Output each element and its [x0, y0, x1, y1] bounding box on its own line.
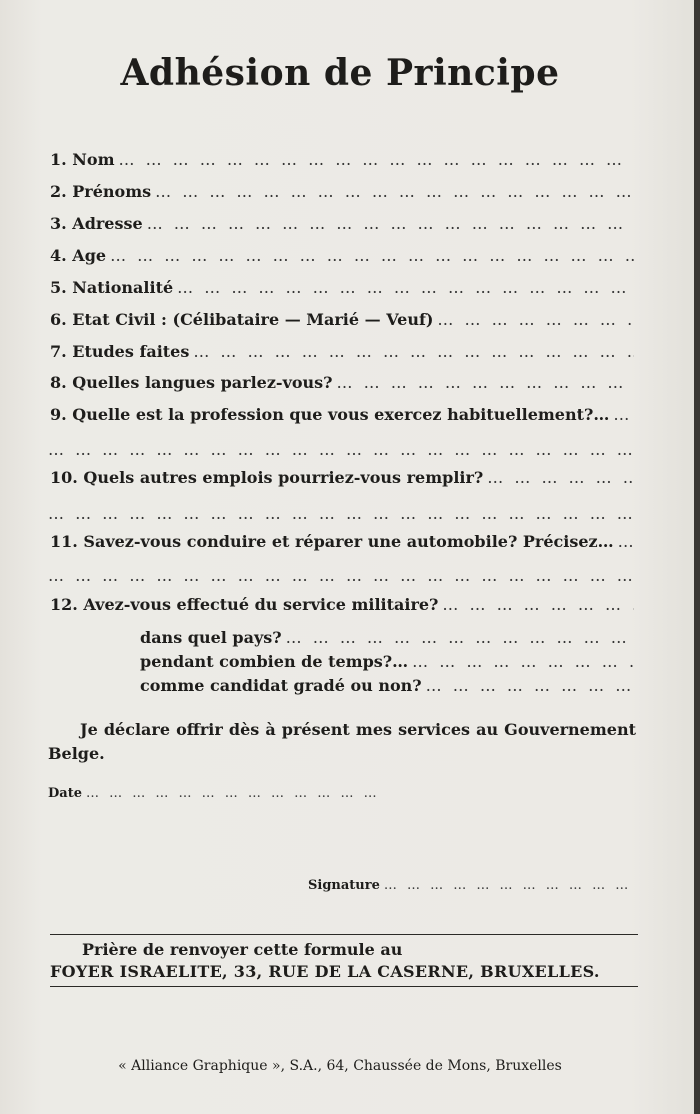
dotted-fill [487, 468, 634, 487]
divider-bottom [50, 986, 638, 987]
field-nationalite[interactable] [50, 278, 634, 302]
dotted-fill [155, 182, 634, 201]
field-langues[interactable] [50, 373, 634, 397]
dotted-fill [147, 214, 634, 233]
signature-label: Signature [308, 878, 380, 893]
dotted-fill [86, 786, 388, 808]
field-label: 12. Avez-vous effectué du service militaire? [50, 595, 439, 614]
field-military-country[interactable] [140, 628, 634, 652]
dotted-fill [618, 532, 634, 551]
dotted-fill [613, 405, 634, 424]
divider-top [50, 934, 638, 935]
page-edge-shadow [694, 0, 700, 1114]
field-automobile[interactable] [50, 532, 634, 556]
dotted-fill [119, 150, 635, 169]
return-instruction: Prière de renvoyer cette formule au [82, 940, 403, 959]
dotted-fill [412, 652, 634, 671]
field-label: pendant combien de temps?… [140, 652, 409, 671]
field-nom[interactable] [50, 150, 634, 174]
field-label: 2. Prénoms [50, 182, 152, 201]
field-label: 5. Nationalité [50, 278, 174, 297]
field-label: 11. Savez-vous conduire et réparer une automobile? Précisez… [50, 532, 614, 551]
field-adresse[interactable] [50, 214, 634, 238]
dotted-fill [110, 246, 634, 265]
field-label: 10. Quels autres emplois pourriez-vous remplir? [50, 468, 484, 487]
field-label: 8. Quelles langues parlez-vous? [50, 373, 333, 392]
field-label: comme candidat gradé ou non? [140, 676, 422, 695]
field-prenoms[interactable] [50, 182, 634, 206]
dotted-fill [193, 342, 634, 361]
form-title: Adhésion de Principe [120, 52, 560, 94]
field-label: dans quel pays? [140, 628, 282, 647]
field-label: 3. Adresse [50, 214, 143, 233]
field-autres-emplois[interactable] [50, 468, 634, 492]
emplois-continuation-line[interactable] [48, 504, 634, 524]
dotted-fill [426, 676, 634, 695]
return-address: FOYER ISRAELITE, 33, RUE DE LA CASERNE, BRUXELLES. [50, 962, 600, 981]
field-label: 7. Etudes faites [50, 342, 190, 361]
field-age[interactable] [50, 246, 634, 270]
dotted-fill [286, 628, 634, 647]
field-etudes[interactable] [50, 342, 634, 366]
dotted-fill [337, 373, 634, 392]
profession-continuation-line[interactable] [48, 440, 634, 460]
field-military-rank[interactable] [140, 676, 634, 700]
field-profession[interactable] [50, 405, 634, 429]
signature-field[interactable] [308, 878, 636, 900]
field-label: 6. Etat Civil : (Célibataire — Marié — Veuf) [50, 310, 434, 329]
date-field[interactable] [48, 786, 388, 808]
field-label: 1. Nom [50, 150, 115, 169]
dotted-fill [384, 878, 636, 900]
field-service-militaire[interactable] [50, 595, 634, 619]
field-label: 4. Age [50, 246, 107, 265]
field-label: 9. Quelle est la profession que vous exercez habituellement?… [50, 405, 610, 424]
field-etat-civil[interactable] [50, 310, 634, 334]
field-military-duration[interactable] [140, 652, 634, 676]
dotted-fill [437, 310, 634, 329]
automobile-continuation-line[interactable] [48, 566, 634, 586]
printer-imprint: « Alliance Graphique », S.A., 64, Chaussée de Mons, Bruxelles [118, 1058, 562, 1074]
declaration-text: Je déclare offrir dès à présent mes services au Gouvernement Belge. [48, 720, 636, 763]
date-label: Date [48, 786, 82, 801]
dotted-fill [442, 595, 634, 614]
dotted-fill [177, 278, 634, 297]
